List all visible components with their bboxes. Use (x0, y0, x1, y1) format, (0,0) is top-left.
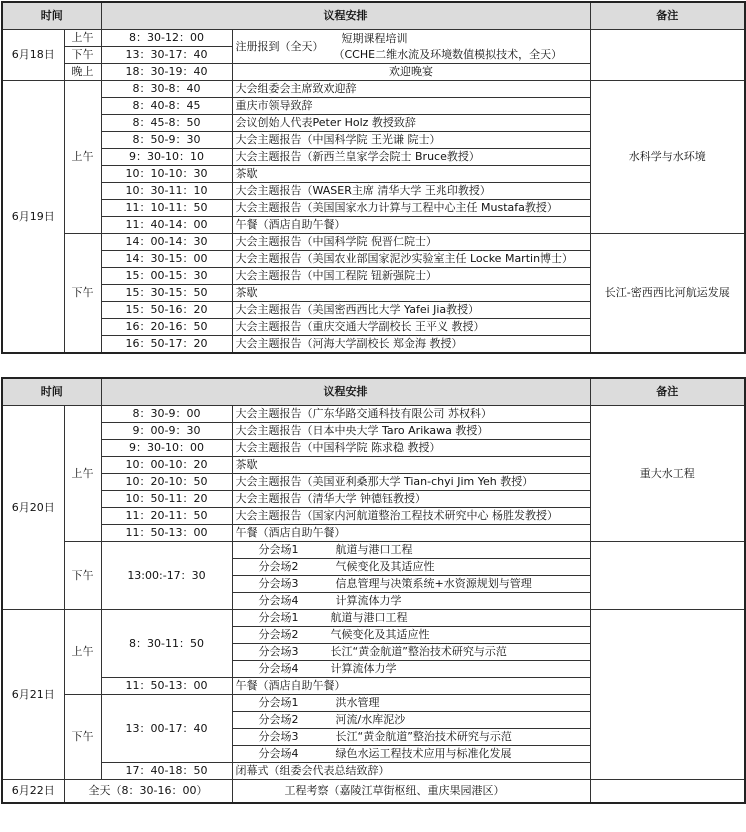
remark-cell: 重大水工程 (590, 406, 745, 542)
course-title: 短期课程培训 (341, 31, 408, 45)
agenda-cell: 大会主题报告（日本中央大学 Taro Arikawa 教授） (232, 423, 590, 440)
period-cell: 下午 (64, 695, 101, 780)
session-topic: 气候变化及其适应性 (330, 628, 430, 641)
registration-label: 注册报到（全天） (235, 39, 324, 53)
session-label: 分会场1 (258, 696, 299, 709)
session-cell (232, 627, 590, 644)
agenda-cell: 大会主题报告（广东华路交通科技有限公司 苏权科） (232, 406, 590, 423)
agenda-cell: 大会主题报告（美国农业部国家泥沙实验室主任 Locke Martin博士） (232, 251, 590, 268)
session-cell (232, 695, 590, 712)
session-label: 分会场3 (258, 730, 299, 743)
session-cell (232, 644, 590, 661)
agenda-cell: 大会主题报告（新西兰皇家学会院士 Bruce教授） (232, 149, 590, 166)
time-cell: 9：00-9：30 (101, 423, 232, 440)
session-label: 分会场1 (258, 543, 299, 556)
course-detail: （CCHE二维水流及环境数值模拟技术，全天） (333, 47, 563, 61)
session-topic: 长江“黄金航道”整治技术研究与示范 (330, 645, 507, 658)
date-cell: 6月20日 (2, 406, 64, 610)
header-remark: 备注 (590, 378, 745, 406)
remark-cell: 水科学与水环境 (590, 81, 745, 234)
time-cell: 8：30-8：40 (101, 81, 232, 98)
schedule-table-2 (1, 377, 746, 804)
time-cell: 10：30-11：10 (101, 183, 232, 200)
session-topic: 计算流体力学 (335, 594, 402, 607)
session-topic: 河流/水库泥沙 (335, 713, 406, 726)
session-label: 分会场4 (258, 662, 299, 675)
agenda-cell: 大会主题报告（中国工程院 钮新强院士） (232, 268, 590, 285)
agenda-cell: 午餐（酒店自助午餐） (232, 525, 590, 542)
session-cell (232, 576, 590, 593)
agenda-cell: 大会主题报告（WASER主席 清华大学 王兆印教授） (232, 183, 590, 200)
time-cell: 11：40-14：00 (101, 217, 232, 234)
time-cell: 11：50-13：00 (101, 525, 232, 542)
time-cell: 14：00-14：30 (101, 234, 232, 251)
table-row (2, 234, 745, 251)
time-cell: 15：30-15：50 (101, 285, 232, 302)
agenda-cell: 茶歇 (232, 166, 590, 183)
agenda-cell: 茶歇 (232, 285, 590, 302)
header-time: 时间 (2, 2, 101, 30)
time-cell: 8：40-8：45 (101, 98, 232, 115)
session-cell (232, 661, 590, 678)
agenda-cell: 午餐（酒店自助午餐） (232, 678, 590, 695)
session-topic: 航道与港口工程 (330, 611, 408, 624)
time-cell: 13：00-17：40 (101, 695, 232, 763)
agenda-cell: 会议创始人代表Peter Holz 教授致辞 (232, 115, 590, 132)
agenda-cell: 大会主题报告（河海大学副校长 郑金海 教授） (232, 336, 590, 354)
session-topic: 绿色水运工程技术应用与标准化发展 (335, 747, 512, 760)
session-label: 分会场1 (258, 611, 299, 624)
session-cell (232, 610, 590, 627)
period-cell: 上午 (64, 610, 101, 695)
schedule-table-1 (1, 1, 746, 354)
header-remark: 备注 (590, 2, 745, 30)
time-cell: 13：30-17：40 (101, 47, 232, 64)
agenda-cell: 重庆市领导致辞 (232, 98, 590, 115)
date-cell: 6月19日 (2, 81, 64, 354)
session-cell (232, 746, 590, 763)
time-cell: 10：10-10：30 (101, 166, 232, 183)
period-cell: 上午 (64, 406, 101, 542)
time-cell: 16：20-16：50 (101, 319, 232, 336)
agenda-cell: 大会组委会主席致欢迎辞 (232, 81, 590, 98)
time-cell: 15：50-16：20 (101, 302, 232, 319)
time-cell: 16：50-17：20 (101, 336, 232, 354)
session-topic: 计算流体力学 (330, 662, 397, 675)
table-row (2, 780, 745, 804)
time-cell: 15：00-15：30 (101, 268, 232, 285)
time-cell: 8：45-8：50 (101, 115, 232, 132)
agenda-cell: 大会主题报告（清华大学 钟德钰教授） (232, 491, 590, 508)
session-topic: 航道与港口工程 (335, 543, 413, 556)
time-cell: 9：30-10：10 (101, 149, 232, 166)
date-cell: 6月22日 (2, 780, 64, 804)
time-cell: 8：30-9：00 (101, 406, 232, 423)
period-cell: 下午 (64, 47, 101, 64)
time-cell: 8：30-12：00 (101, 30, 232, 47)
session-label: 分会场2 (258, 628, 299, 641)
remark-cell: 长江-密西西比河航运发展 (590, 234, 745, 354)
agenda-cell: 大会主题报告（美国国家水力计算与工程中心主任 Mustafa教授） (232, 200, 590, 217)
agenda-cell: 茶歇 (232, 457, 590, 474)
time-cell: 全天（8：30-16：00） (64, 780, 232, 804)
session-label: 分会场4 (258, 747, 299, 760)
time-cell: 10：50-11：20 (101, 491, 232, 508)
agenda-cell: 大会主题报告（中国科学院 王光谦 院士） (232, 132, 590, 149)
table-row (2, 542, 745, 559)
remark-cell (590, 610, 745, 780)
date-cell: 6月18日 (2, 30, 64, 81)
time-cell: 14：30-15：00 (101, 251, 232, 268)
table-row (2, 610, 745, 627)
period-cell: 下午 (64, 234, 101, 354)
period-cell: 上午 (64, 81, 101, 234)
session-topic: 气候变化及其适应性 (335, 560, 435, 573)
time-cell: 10：00-10：20 (101, 457, 232, 474)
session-cell (232, 559, 590, 576)
time-cell: 18：30-19：40 (101, 64, 232, 81)
header-agenda: 议程安排 (101, 378, 590, 406)
table-row (2, 406, 745, 423)
remark-cell (590, 30, 745, 81)
table-row (2, 81, 745, 98)
remark-cell (590, 542, 745, 610)
session-label: 分会场3 (258, 577, 299, 590)
time-cell: 17：40-18：50 (101, 763, 232, 780)
time-cell: 13:00:-17：30 (101, 542, 232, 610)
remark-cell (590, 780, 745, 804)
time-cell: 11：10-11：50 (101, 200, 232, 217)
time-cell: 11：50-13：00 (101, 678, 232, 695)
time-cell: 8：50-9：30 (101, 132, 232, 149)
period-cell: 上午 (64, 30, 101, 47)
session-cell (232, 593, 590, 610)
agenda-cell: 午餐（酒店自助午餐） (232, 217, 590, 234)
session-cell (232, 542, 590, 559)
date-cell: 6月21日 (2, 610, 64, 780)
session-label: 分会场3 (258, 645, 299, 658)
agenda-cell: 大会主题报告（中国科学院 陈求稳 教授） (232, 440, 590, 457)
session-label: 分会场2 (258, 560, 299, 573)
session-topic: 洪水管理 (335, 696, 380, 709)
header-row (2, 378, 745, 406)
session-topic: 长江“黄金航道”整治技术研究与示范 (335, 730, 512, 743)
time-cell: 9：30-10：00 (101, 440, 232, 457)
agenda-cell: 闭幕式（组委会代表总结致辞） (232, 763, 590, 780)
header-agenda: 议程安排 (101, 2, 590, 30)
time-cell: 10：20-10：50 (101, 474, 232, 491)
agenda-cell: 欢迎晚宴 (232, 64, 590, 81)
header-row (2, 2, 745, 30)
table-row (2, 30, 745, 47)
agenda-cell: 大会主题报告（美国亚利桑那大学 Tian-chyi Jim Yeh 教授） (232, 474, 590, 491)
agenda-cell: 大会主题报告（国家内河航道整治工程技术研究中心 杨胜发教授） (232, 508, 590, 525)
agenda-cell: 大会主题报告（中国科学院 倪晋仁院士） (232, 234, 590, 251)
agenda-cell: 大会主题报告（重庆交通大学副校长 王平义 教授） (232, 319, 590, 336)
session-label: 分会场2 (258, 713, 299, 726)
period-cell: 下午 (64, 542, 101, 610)
session-cell (232, 712, 590, 729)
agenda-cell: 大会主题报告（美国密西西比大学 Yafei Jia教授） (232, 302, 590, 319)
session-cell (232, 729, 590, 746)
session-label: 分会场4 (258, 594, 299, 607)
time-cell: 8：30-11：50 (101, 610, 232, 678)
time-cell: 11：20-11：50 (101, 508, 232, 525)
session-topic: 信息管理与决策系统+水资源规划与管理 (335, 577, 532, 590)
header-time: 时间 (2, 378, 101, 406)
registration-cell (232, 30, 590, 64)
agenda-cell: 工程考察（嘉陵江草街枢纽、重庆果园港区） (232, 780, 590, 804)
period-cell: 晚上 (64, 64, 101, 81)
